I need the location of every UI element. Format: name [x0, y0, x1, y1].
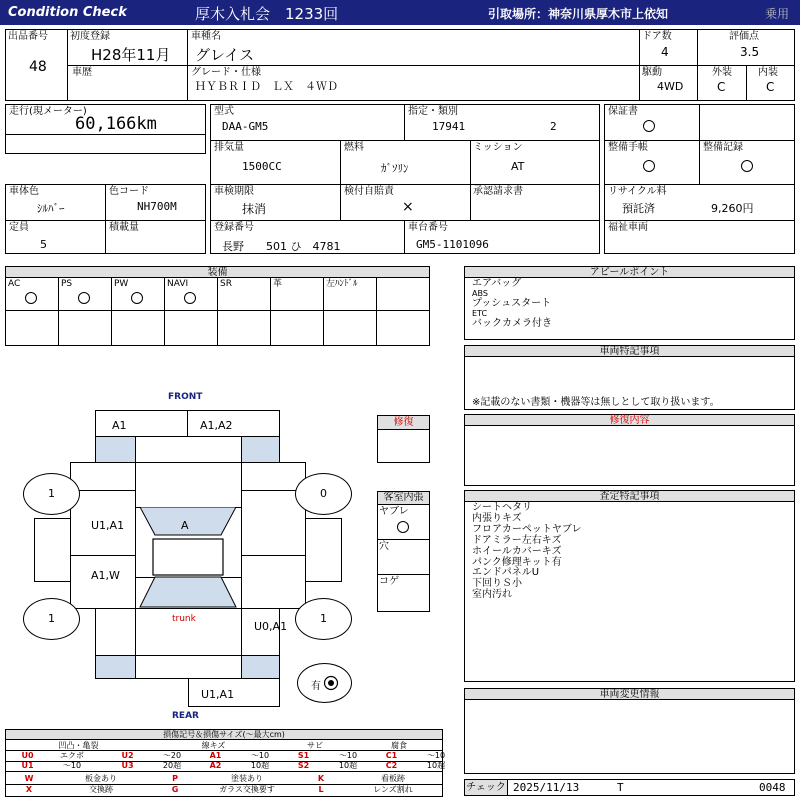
assessment-item: パンク修理キット有 — [472, 556, 562, 568]
grade-value: ＨＹＢＲＩＤ ＬＸ ４ＷＤ — [195, 80, 338, 93]
plate-value: 長野 501 ひ 4781 — [222, 240, 341, 253]
mileage-value: 60,166km — [75, 114, 157, 134]
chassis-label: 車台番号 — [408, 222, 448, 233]
appeal-item: ETC — [472, 309, 488, 318]
mark-bottom: U1,A1 — [201, 688, 235, 701]
assessment-item: シートヘタリ — [472, 502, 532, 513]
legend-desc: 10超 — [426, 761, 446, 770]
legend-desc: 20超 — [162, 761, 182, 770]
legend-group-0: 凹凸・亀裂 — [58, 741, 99, 750]
legend-desc: ～10 — [426, 751, 446, 760]
tax-value: × — [402, 199, 414, 215]
appeal-item: プッシュスタート — [472, 298, 552, 309]
legend-code: C1 — [385, 751, 398, 760]
rear-label: REAR — [172, 711, 199, 721]
legend-code: W — [24, 774, 34, 783]
legend-code: U0 — [21, 751, 34, 760]
assessment-item: フロアカーペットヤブレ — [472, 523, 582, 535]
spare-tire — [297, 663, 352, 703]
legend-code: A1 — [209, 751, 222, 760]
legend-desc: ガラス交換要す — [219, 785, 275, 794]
mission-value: AT — [511, 160, 525, 173]
equipment-label-2: PW — [114, 279, 129, 289]
equipment-label-3: NAVI — [167, 279, 189, 289]
color-code-label: 色コード — [109, 186, 149, 197]
mileage-label: 走行(現メーター) — [9, 106, 87, 117]
displacement-value: 1500CC — [242, 160, 282, 173]
header-bar — [0, 0, 800, 25]
spare-tire-icon — [323, 675, 339, 691]
equipment-label-0: AC — [8, 279, 21, 289]
legend-code: G — [171, 785, 179, 794]
load-label: 積載量 — [109, 222, 139, 233]
record-label: 整備記録 — [703, 142, 743, 153]
legend-code: S1 — [297, 751, 310, 760]
manual-label: 整備手帳 — [608, 142, 648, 153]
doors-value: 4 — [661, 45, 669, 59]
check-date: 2025/11/13 — [513, 781, 580, 794]
first-reg-value: H28年11月 — [91, 46, 171, 64]
mark-top-left: A1 — [112, 419, 127, 432]
mark-top-right: A1,A2 — [200, 419, 233, 432]
capacity-label: 定員 — [9, 222, 29, 233]
mark-right-rear: U0,A1 — [254, 620, 288, 633]
interior-trim-title: 客室内張 — [377, 491, 430, 505]
assessment-item: エンドパネルU — [472, 567, 540, 579]
tyre-front-right: 0 — [295, 473, 352, 515]
exterior-value: C — [717, 80, 726, 94]
spec-box — [210, 104, 600, 254]
repair-label: 修復 — [377, 415, 430, 430]
legend-group-3: 腐食 — [391, 741, 407, 750]
equipment-label-5: 革 — [273, 279, 283, 289]
front-label: FRONT — [168, 392, 203, 402]
chassis-value: GM5-1101096 — [416, 238, 489, 251]
history-label: 車歴 — [72, 67, 92, 78]
manual-mark — [643, 160, 655, 172]
legend-desc: 板金あり — [85, 774, 117, 783]
spare-label: 有 — [311, 681, 321, 692]
interior-tear-mark — [397, 521, 409, 533]
assessment-item: 下回りＳ小 — [472, 578, 522, 590]
equipment-mark-2 — [131, 292, 143, 304]
appeal-item: ABS — [472, 289, 488, 298]
welfare-label: 福祉車両 — [608, 222, 648, 233]
tyre-rear-right: 1 — [295, 598, 352, 640]
recycle-status: 預託済 — [622, 202, 655, 215]
equipment-title: 装備 — [5, 266, 430, 278]
legend-desc: ～10 — [250, 751, 270, 760]
legend-desc: 10超 — [250, 761, 270, 770]
fuel-value: ｶﾞｿﾘﾝ — [381, 162, 409, 175]
change-info-title: 車両変更情報 — [464, 688, 795, 700]
model-name-label: 車種名 — [191, 31, 221, 42]
equipment-label-6: 左ﾊﾝﾄﾞﾙ — [326, 279, 358, 289]
mark-roof: A — [181, 519, 189, 532]
record-mark — [741, 160, 753, 172]
legend-code: U1 — [21, 761, 34, 770]
interior-tear-label: ヤブレ — [379, 506, 409, 517]
equipment-mark-1 — [78, 292, 90, 304]
exterior-label: 外装 — [712, 67, 732, 78]
grade-label: グレード・仕様 — [191, 67, 261, 78]
check-number: 0048 — [759, 781, 786, 794]
equipment-label-4: SR — [220, 279, 232, 289]
doors-label: ドア数 — [642, 31, 672, 42]
color-code-value: NH700M — [137, 200, 177, 213]
legend-title: 損傷記号＆損傷サイズ(～最大cm) — [5, 729, 443, 740]
tyre-rear-left: 1 — [23, 598, 80, 640]
mission-label: ミッション — [473, 142, 523, 153]
recycle-label: リサイクル料 — [608, 186, 667, 197]
legend-code: X — [25, 785, 33, 794]
body-color-value: ｼﾙﾊﾞｰ — [37, 202, 65, 215]
brand-title: Condition Check — [8, 5, 127, 20]
special-note: ※記載のない書類・機器等は無しとして取り扱います。 — [472, 397, 720, 408]
first-reg-label: 初度登録 — [70, 31, 110, 42]
assessment-item: ホイールカバーキズ — [472, 545, 562, 557]
special-title: 車両特記事項 — [464, 345, 795, 357]
legend-desc: 10超 — [338, 761, 358, 770]
check-mark: T — [617, 781, 624, 794]
warranty-label: 保証書 — [608, 106, 638, 117]
interior-burn-label: コゲ — [379, 576, 399, 587]
equipment-mark-0 — [25, 292, 37, 304]
warranty-mark — [643, 120, 655, 132]
appeal-title: アピールポイント — [464, 266, 795, 278]
interior-hole-label: 穴 — [379, 541, 389, 552]
legend-code: S2 — [297, 761, 310, 770]
legend-code: A2 — [209, 761, 222, 770]
legend-code: C2 — [385, 761, 398, 770]
appeal-item: エアバッグ — [472, 278, 522, 289]
interior-value: C — [766, 80, 775, 94]
pickup-location: 引取場所：神奈川県厚木市上依知 — [488, 7, 669, 21]
designation-value2: 2 — [550, 120, 557, 133]
auction-title: 厚木入札会 1233回 — [195, 5, 339, 23]
drive-value: 4WD — [657, 80, 684, 93]
legend-desc: 看板跡 — [381, 774, 405, 783]
designation-label: 指定・類別 — [408, 106, 458, 117]
legend-group-1: 線キズ — [201, 741, 226, 750]
lot-number: 48 — [29, 59, 47, 75]
legend-code: K — [317, 774, 325, 783]
score-label: 評価点 — [729, 31, 759, 42]
legend-desc: エクボ — [60, 751, 84, 760]
legend-desc: レンズ割れ — [373, 785, 413, 794]
legend-desc: ～10 — [62, 761, 82, 770]
designation-value1: 17941 — [432, 120, 466, 133]
model-code-value: DAA-GM5 — [222, 120, 269, 133]
legend-code: U2 — [121, 751, 134, 760]
capacity-value: 5 — [40, 238, 47, 251]
score-value: 3.5 — [740, 45, 760, 59]
assessment-item: 内張りキズ — [472, 512, 522, 524]
appeal-item: バックカメラ付き — [472, 318, 552, 329]
equipment-label-1: PS — [61, 279, 73, 289]
legend-code: P — [172, 774, 178, 783]
vehicle-category: 乗用 — [765, 7, 790, 21]
tax-label: 検付自賠責 — [344, 186, 394, 197]
interior-label: 内装 — [758, 67, 778, 78]
check-label: チェック — [464, 779, 508, 796]
model-code-label: 型式 — [214, 106, 234, 117]
lot-label: 出品番号 — [8, 31, 48, 42]
mark-left-rear: A1,W — [91, 569, 120, 582]
appeal-list — [472, 278, 552, 329]
inspection-value: 抹消 — [242, 202, 267, 216]
displacement-label: 排気量 — [214, 142, 244, 153]
model-name-value: グレイス — [195, 46, 255, 64]
inspection-label: 車検期限 — [214, 186, 254, 197]
legend-desc: 交換跡 — [89, 785, 113, 794]
assessment-item: 室内汚れ — [472, 589, 512, 601]
legend-code: U3 — [121, 761, 134, 770]
legend-code: L — [318, 785, 324, 794]
recycle-amount: 9,260円 — [711, 202, 754, 215]
tyre-front-left: 1 — [23, 473, 80, 515]
approval-label: 承認請求書 — [473, 186, 523, 197]
mark-left-front: U1,A1 — [91, 519, 125, 532]
equipment-mark-3 — [184, 292, 196, 304]
trunk-label: trunk — [172, 614, 196, 624]
legend-group-2: サビ — [307, 741, 323, 750]
assessment-item: ドアミラー左右キズ — [472, 534, 562, 546]
drive-label: 駆動 — [642, 67, 662, 78]
body-color-label: 車体色 — [9, 186, 39, 197]
legend-desc: 塗装あり — [231, 774, 263, 783]
legend-desc: ～10 — [338, 751, 358, 760]
plate-label: 登録番号 — [214, 222, 254, 233]
legend-desc: ～20 — [162, 751, 182, 760]
assessment-list — [472, 503, 582, 601]
fuel-label: 燃料 — [344, 142, 364, 153]
assessment-title: 査定特記事項 — [464, 490, 795, 502]
repair-content-title: 修復内容 — [464, 414, 795, 426]
